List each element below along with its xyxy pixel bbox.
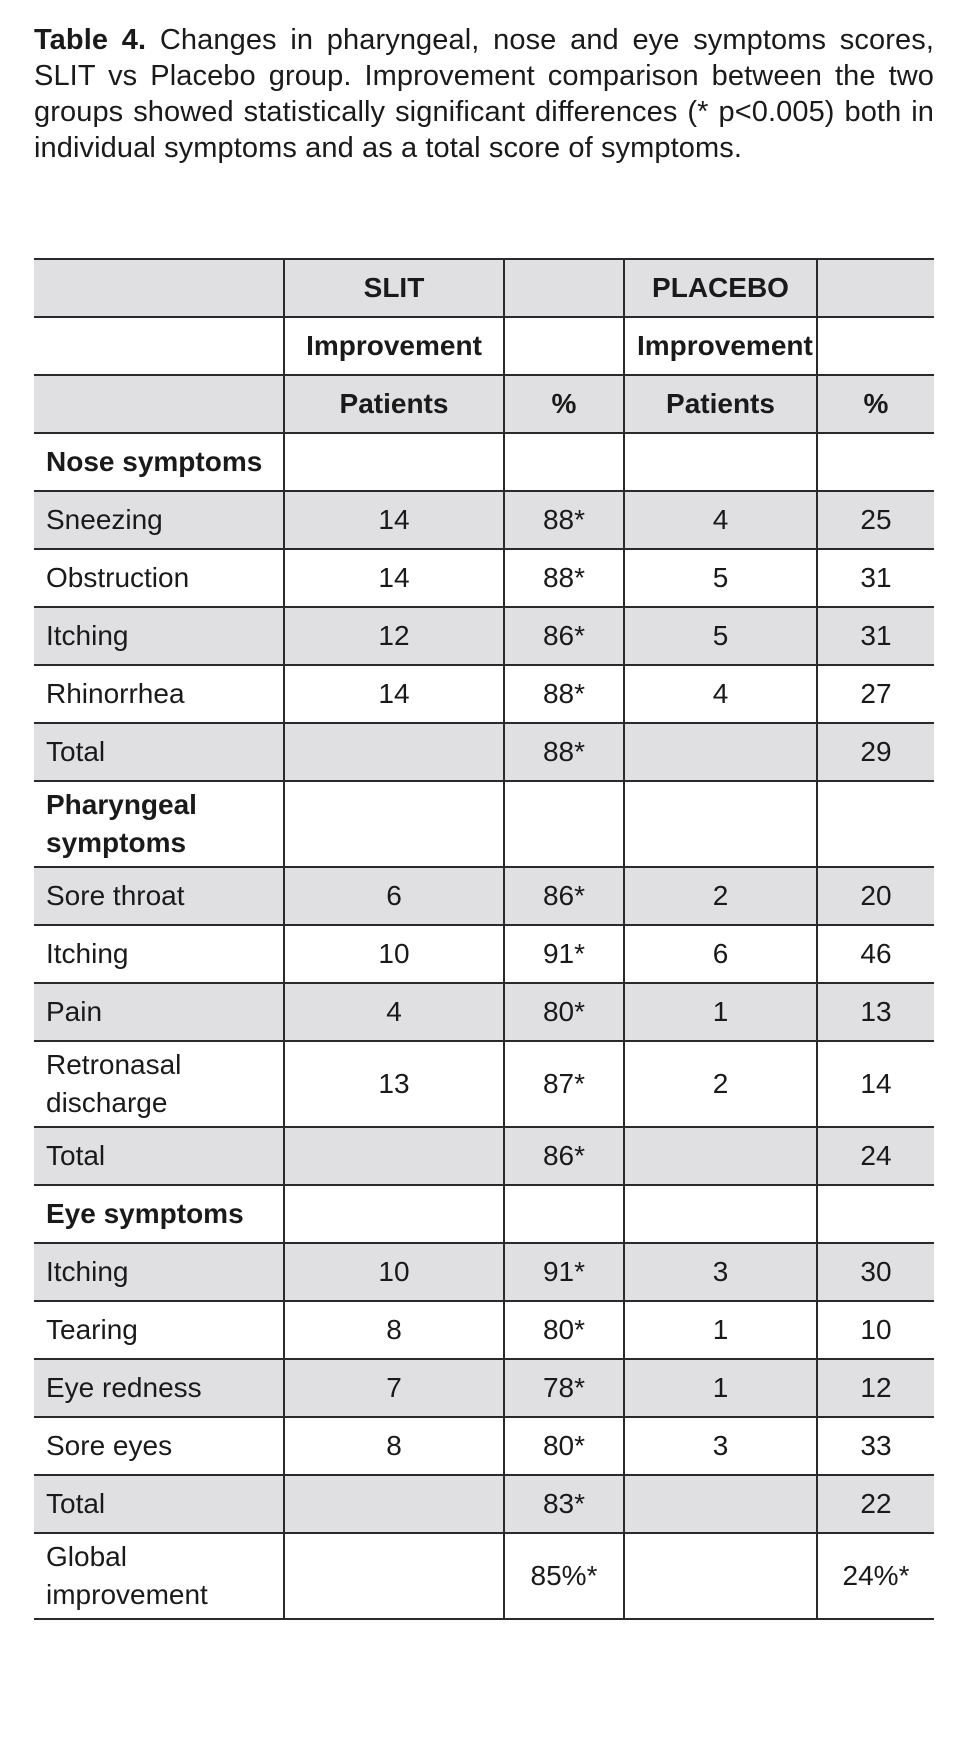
table-caption	[34, 22, 934, 166]
section-heading: Nose symptoms	[34, 433, 284, 491]
cell	[624, 723, 817, 781]
empty-cell	[624, 1185, 817, 1243]
cell: 2	[624, 867, 817, 925]
cell: 30	[817, 1243, 934, 1301]
cell: 31	[817, 607, 934, 665]
cell: 12	[817, 1359, 934, 1417]
table-row	[34, 1301, 934, 1359]
cell: 24%*	[817, 1533, 934, 1619]
row-label: Eye redness	[34, 1359, 284, 1417]
table-row	[34, 1417, 934, 1475]
caption-text: Changes in pharyngeal, nose and eye symptoms scores, SLIT vs Placebo group. Improvement comparison between the two groups showed statistically significant differences (* p<0.005) both in individual symptoms and as a total score of symptoms.	[34, 24, 934, 164]
cell: 31	[817, 549, 934, 607]
table-row	[34, 867, 934, 925]
cell: 10	[284, 925, 504, 983]
cell	[284, 723, 504, 781]
header-row-measure	[34, 317, 934, 375]
empty-cell	[284, 433, 504, 491]
cell: 5	[624, 607, 817, 665]
cell: 14	[284, 549, 504, 607]
cell: 86*	[504, 607, 624, 665]
table-row	[34, 983, 934, 1041]
cell	[624, 1533, 817, 1619]
cell: 46	[817, 925, 934, 983]
row-label: Total	[34, 1127, 284, 1185]
cell: 5	[624, 549, 817, 607]
header-cell: Patients	[624, 375, 817, 433]
header-cell	[504, 317, 624, 375]
row-label: Obstruction	[34, 549, 284, 607]
cell: 8	[284, 1417, 504, 1475]
total-row	[34, 1127, 934, 1185]
header-cell: PLACEBO	[624, 259, 817, 317]
total-row	[34, 1475, 934, 1533]
row-label: Retronasal discharge	[34, 1041, 284, 1127]
cell	[284, 1127, 504, 1185]
cell: 13	[284, 1041, 504, 1127]
table-row	[34, 1041, 934, 1127]
cell: 4	[284, 983, 504, 1041]
header-cell: SLIT	[284, 259, 504, 317]
header-cell: %	[504, 375, 624, 433]
cell: 78*	[504, 1359, 624, 1417]
cell: 2	[624, 1041, 817, 1127]
cell: 80*	[504, 983, 624, 1041]
section-row-eye	[34, 1185, 934, 1243]
header-cell	[504, 259, 624, 317]
table-row	[34, 607, 934, 665]
cell: 3	[624, 1243, 817, 1301]
cell: 6	[284, 867, 504, 925]
total-row	[34, 723, 934, 781]
cell: 4	[624, 665, 817, 723]
empty-cell	[624, 433, 817, 491]
table-row	[34, 491, 934, 549]
empty-cell	[284, 781, 504, 867]
cell: 8	[284, 1301, 504, 1359]
table-row	[34, 665, 934, 723]
cell: 12	[284, 607, 504, 665]
row-label: Sore throat	[34, 867, 284, 925]
row-label: Total	[34, 723, 284, 781]
section-row-nose	[34, 433, 934, 491]
header-cell	[34, 317, 284, 375]
cell: 80*	[504, 1417, 624, 1475]
header-cell: Improvement	[284, 317, 504, 375]
cell: 86*	[504, 1127, 624, 1185]
header-row-group	[34, 259, 934, 317]
row-label: Itching	[34, 607, 284, 665]
cell: 1	[624, 983, 817, 1041]
row-label: Global improvement	[34, 1533, 284, 1619]
table-label: Table 4.	[34, 24, 147, 56]
table-row	[34, 549, 934, 607]
row-label: Pain	[34, 983, 284, 1041]
empty-cell	[504, 1185, 624, 1243]
cell: 20	[817, 867, 934, 925]
cell: 24	[817, 1127, 934, 1185]
header-cell	[34, 375, 284, 433]
cell: 6	[624, 925, 817, 983]
cell: 3	[624, 1417, 817, 1475]
cell: 29	[817, 723, 934, 781]
section-heading: Pharyngeal symptoms	[34, 781, 284, 867]
cell: 88*	[504, 665, 624, 723]
header-cell	[34, 259, 284, 317]
cell: 1	[624, 1359, 817, 1417]
empty-cell	[817, 1185, 934, 1243]
header-cell: Improvement	[624, 317, 817, 375]
cell: 10	[817, 1301, 934, 1359]
cell: 91*	[504, 925, 624, 983]
header-cell	[817, 317, 934, 375]
cell: 10	[284, 1243, 504, 1301]
cell: 13	[817, 983, 934, 1041]
cell: 88*	[504, 549, 624, 607]
cell: 91*	[504, 1243, 624, 1301]
cell: 14	[284, 665, 504, 723]
cell	[284, 1533, 504, 1619]
empty-cell	[504, 433, 624, 491]
cell	[284, 1475, 504, 1533]
row-label: Itching	[34, 1243, 284, 1301]
header-cell: %	[817, 375, 934, 433]
cell: 7	[284, 1359, 504, 1417]
row-label: Sore eyes	[34, 1417, 284, 1475]
empty-cell	[817, 433, 934, 491]
cell: 14	[817, 1041, 934, 1127]
global-row	[34, 1533, 934, 1619]
results-table	[34, 258, 934, 1620]
cell: 25	[817, 491, 934, 549]
cell: 27	[817, 665, 934, 723]
empty-cell	[284, 1185, 504, 1243]
cell: 33	[817, 1417, 934, 1475]
row-label: Rhinorrhea	[34, 665, 284, 723]
row-label: Sneezing	[34, 491, 284, 549]
header-cell: Patients	[284, 375, 504, 433]
table-figure	[34, 22, 934, 1610]
empty-cell	[504, 781, 624, 867]
cell: 88*	[504, 491, 624, 549]
section-heading: Eye symptoms	[34, 1185, 284, 1243]
table-row	[34, 925, 934, 983]
cell: 87*	[504, 1041, 624, 1127]
row-label: Total	[34, 1475, 284, 1533]
cell: 83*	[504, 1475, 624, 1533]
cell: 22	[817, 1475, 934, 1533]
cell: 4	[624, 491, 817, 549]
cell: 1	[624, 1301, 817, 1359]
cell	[624, 1127, 817, 1185]
section-row-pharyngeal	[34, 781, 934, 867]
row-label: Itching	[34, 925, 284, 983]
cell: 85%*	[504, 1533, 624, 1619]
table-row	[34, 1359, 934, 1417]
cell: 88*	[504, 723, 624, 781]
cell: 80*	[504, 1301, 624, 1359]
cell	[624, 1475, 817, 1533]
cell: 14	[284, 491, 504, 549]
table-row	[34, 1243, 934, 1301]
header-row-units	[34, 375, 934, 433]
row-label: Tearing	[34, 1301, 284, 1359]
empty-cell	[624, 781, 817, 867]
empty-cell	[817, 781, 934, 867]
header-cell	[817, 259, 934, 317]
cell: 86*	[504, 867, 624, 925]
